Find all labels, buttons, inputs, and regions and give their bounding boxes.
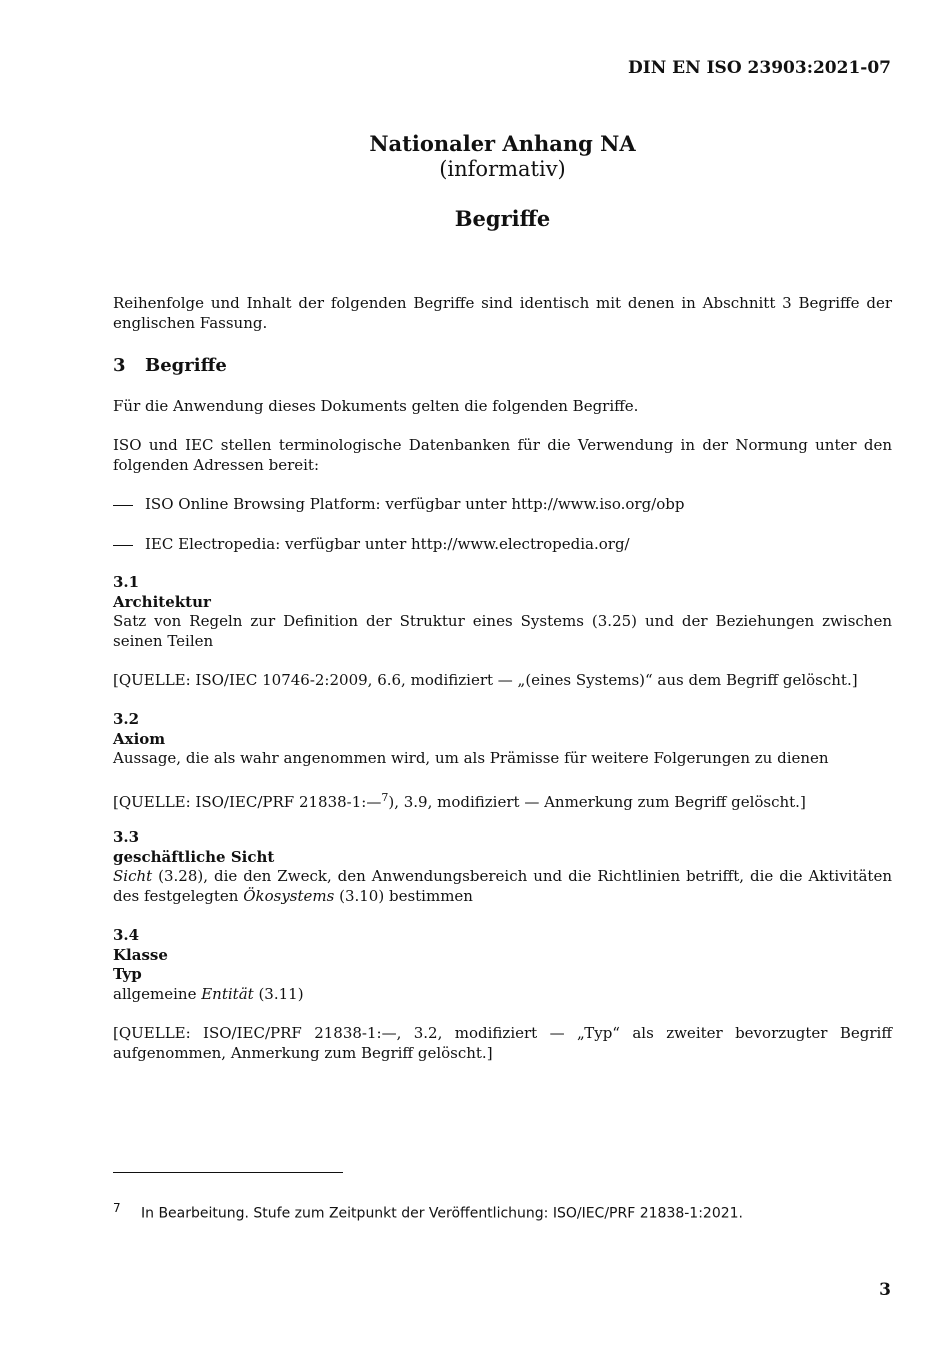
term-entry-3-1 [113,573,892,651]
term-number: 3.4 [113,926,140,944]
dash-bullet [113,505,133,506]
term-number: 3.3 [113,828,140,846]
term-crossref: Ökosystems [243,886,335,905]
footnote [113,1201,892,1222]
term-name: Klasse [113,945,168,964]
footnote-reference[interactable]: 7 [381,791,389,804]
term-source: [QUELLE: ISO/IEC 10746-2:2009, 6.6, modifiziert — „(eines Systems)“ aus dem Begriff gelöscht.] [113,671,858,689]
term-entry-3-3 [113,828,892,906]
term-source [113,788,892,813]
term-definition [113,985,892,1005]
clause-paragraph-2: ISO und IEC stellen terminologische Datenbanken für die Verwendung in der Normung unter den folgenden Adressen bereit: [113,436,892,474]
term-entry-3-2 [113,710,892,769]
list-item-text: ISO Online Browsing Platform: verfügbar unter http://www.iso.org/obp [145,495,685,513]
footnote-divider [113,1172,343,1173]
annex-type: (informativ) [439,157,566,181]
page-number: 3 [879,1280,891,1300]
definition-text: (3.28), die den Zweck, den Anwendungsbereich und die Richtlinien betrifft, die die Aktivitäten des festgelegten [113,867,892,905]
term-definition: Satz von Regeln zur Definition der Struktur eines Systems (3.25) und der Beziehungen zwischen seinen Teilen [113,612,892,650]
footnote-text: In Bearbeitung. Stufe zum Zeitpunkt der Veröffentlichung: ISO/IEC/PRF 21838-1:2021. [141,1205,744,1222]
clause-heading [113,355,227,376]
term-name: Architektur [113,592,211,611]
list-item [113,494,892,514]
clause-number: 3 [113,355,126,376]
dash-bullet [113,545,133,546]
document-number: DIN EN ISO 23903:2021-07 [628,58,891,78]
term-crossref: Sicht [113,867,153,885]
source-text: [QUELLE: ISO/IEC/PRF 21838-1:— [113,793,382,811]
term-name: Axiom [113,729,166,748]
annex-subject: Begriffe [454,206,551,231]
intro-paragraph: Reihenfolge und Inhalt der folgenden Begriffe sind identisch mit denen in Abschnitt 3 Begriffe der englischen Fassung. [113,294,892,332]
term-source: [QUELLE: ISO/IEC/PRF 21838-1:—, 3.2, modifiziert — „Typ“ als zweiter bevorzugter Begriff aufgenommen, Anmerkung zum Begriff gelöscht.] [113,1024,892,1062]
clause-title: Begriffe [145,355,227,376]
term-number: 3.2 [113,710,140,728]
source-text: ), 3.9, modifiziert — Anmerkung zum Begriff gelöscht.] [388,793,806,811]
term-name: geschäftliche Sicht [113,847,275,866]
annex-title: Nationaler Anhang NA [369,131,636,156]
list-item [113,534,892,554]
definition-text: allgemeine [113,984,202,1003]
term-crossref: Entität [201,984,254,1003]
footnote-mark: 7 [113,1201,121,1215]
term-alt-name: Typ [113,965,142,983]
definition-text: (3.10) bestimmen [334,886,473,905]
term-definition: Aussage, die als wahr angenommen wird, um als Prämisse für weitere Folgerungen zu dienen [113,749,829,767]
term-number: 3.1 [113,573,140,591]
clause-paragraph-1: Für die Anwendung dieses Dokuments gelten die folgenden Begriffe. [113,397,639,415]
list-item-text: IEC Electropedia: verfügbar unter http://www.electropedia.org/ [145,535,630,553]
definition-text: (3.11) [253,984,304,1003]
term-definition [113,867,892,906]
term-entry-3-4 [113,926,892,1004]
